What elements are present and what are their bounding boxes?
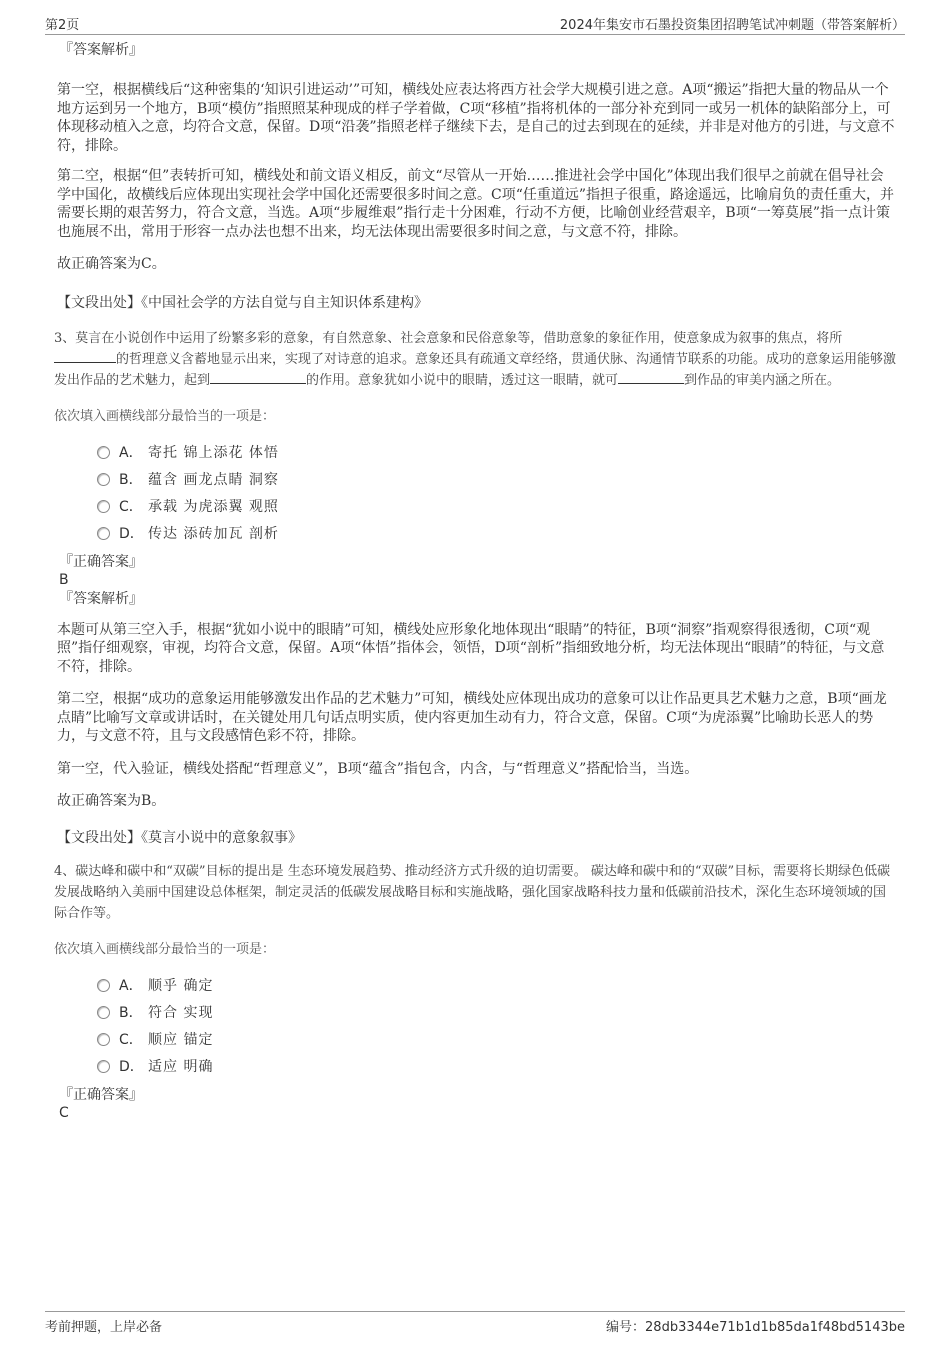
correct-answer: C: [59, 1104, 69, 1121]
analysis-paragraph: 第一空，代入验证，横线处搭配“哲理意义”，B项“蕴含”指包含，内含，与“哲理意义”搭配恰当，当选。: [57, 760, 699, 777]
fill-blank: [618, 371, 684, 384]
option-d[interactable]: D． 传达 添砖加瓦 剖析: [97, 521, 897, 548]
stem-text: 的作用。意象犹如小说中的眼睛，透过这一眼睛，就可: [306, 372, 619, 388]
analysis-paragraph: 第二空，根据“但”表转折可知，横线处和前文语义相反，前文“尽管从一开始……推进社会学中国化”体现出我们很早之前就在倡导社会学中国化，故横线后应体现出实现社会学中国化还需要很多时间之意。C项“任重道远”指担子很重，路途遥远，比喻肩负的责任重大，并需要长期的艰苦努力，符合文意，当选。A项“步履维艰”指行走十分困难，行动不方便，比喻创业经营艰辛，B项“一筹莫展”指一点计策也施展不出，常用于形容一点办法也想不出来，均无法体现出需要很多时间之意，与文意不符，排除。: [57, 168, 895, 240]
footer-slogan: 考前押题，上岸必备: [45, 1320, 163, 1335]
radio-button[interactable]: [97, 446, 110, 459]
radio-button[interactable]: [97, 1006, 110, 1019]
option-c[interactable]: C． 承载 为虎添翼 观照: [97, 494, 897, 521]
analysis-label: 『答案解析』: [59, 42, 143, 58]
radio-button[interactable]: [97, 1060, 110, 1073]
radio-button[interactable]: [97, 500, 110, 513]
option-a[interactable]: A． 顺乎 确定: [97, 973, 897, 1000]
passage-source: 【文段出处】《莫言小说中的意象叙事》: [57, 829, 302, 846]
correct-answer: B: [59, 571, 69, 588]
analysis-label: 『答案解析』: [59, 590, 143, 607]
fill-blank: [210, 371, 306, 384]
options-list: [57, 973, 897, 1081]
radio-button[interactable]: [97, 527, 110, 540]
question-stem: 4、碳达峰和碳中和“双碳”目标的提出是 生态环境发展趋势、推动经济方式升级的迫切需要。 碳达峰和碳中和的“双碳”目标，需要将长期绿色低碳发展战略纳入美丽中国建设总体框架，制定灵活的低碳发展战略目标和实施战略，强化国家战略科技力量和低碳前沿技术，深化生态环境领域的国际合作等。: [54, 863, 891, 921]
stem-text: 3、莫言在小说创作中运用了纷繁多彩的意象，有自然意象、社会意象和民俗意象等，借助意象的象征作用，使意象成为叙事的焦点，将所: [54, 330, 843, 346]
question-prompt: 依次填入画横线部分最恰当的一项是：: [54, 941, 276, 957]
option-c[interactable]: C． 顺应 锚定: [97, 1027, 897, 1054]
page-number: 第2页: [45, 18, 80, 33]
fill-blank: [54, 350, 116, 363]
conclusion: 故正确答案为B。: [57, 793, 166, 809]
option-b[interactable]: B． 蕴含 画龙点睛 洞察: [97, 467, 897, 494]
page-content: [54, 40, 897, 1121]
option-b[interactable]: B． 符合 实现: [97, 1000, 897, 1027]
option-d[interactable]: D． 适应 明确: [97, 1054, 897, 1081]
page-footer: [45, 1311, 905, 1336]
page-header: [45, 14, 905, 35]
document-title: 2024年集安市石墨投资集团招聘笔试冲刺题（带答案解析）: [559, 18, 905, 33]
stem-text: 到作品的审美内涵之所在。: [684, 372, 841, 388]
radio-button[interactable]: [97, 1033, 110, 1046]
options-list: [57, 440, 897, 548]
radio-button[interactable]: [97, 473, 110, 486]
stem-text: 的哲理意义含蓄地显示出来，实现了对诗意的追求。意象还具有疏通文章经络，贯通伏脉、沟通情节联系的功能。成功的意象运用能够激发出作品的艺术魅力，起到: [54, 351, 897, 388]
radio-button[interactable]: [97, 979, 110, 992]
conclusion: 故正确答案为C。: [57, 256, 166, 272]
passage-source: 【文段出处】《中国社会学的方法自觉与自主知识体系建构》: [57, 294, 428, 311]
analysis-paragraph: 本题可从第三空入手，根据“犹如小说中的眼睛”可知，横线处应形象化地体现出“眼睛”的特征，B项“洞察”指观察得很透彻，C项“观照”指仔细观察，审视，均符合文意，保留。A项“体悟”指体会，领悟，D项“剖析”指细致地分析，均无法体现出“眼睛”的特征，与文意不符，排除。: [57, 621, 885, 675]
correct-answer-label: 『正确答案』: [59, 1086, 143, 1103]
option-a[interactable]: A． 寄托 锦上添花 体悟: [97, 440, 897, 467]
analysis-paragraph: 第一空，根据横线后“这种密集的‘知识引进运动’”可知，横线处应表达将西方社会学大规模引进之意。A项“搬运”指把大量的物品从一个地方运到另一个地方，B项“模仿”指照照某种现成的样子学着做，C项“移植”指将机体的一部分补充到同一或另一机体的缺陷部分上，可体现移动植入之意，均符合文意，保留。D项“沿袭”指照老样子继续下去，是自己的过去到现在的延续，并非是对他方的引进，与文意不符，排除。: [57, 82, 895, 154]
question-stem: [54, 328, 897, 391]
correct-answer-label: 『正确答案』: [59, 553, 143, 570]
document-code: 编号：28db3344e71b1d1b85da1f48bd5143be: [606, 1320, 905, 1335]
analysis-paragraph: 第二空，根据“成功的意象运用能够激发出作品的艺术魅力”可知，横线处应体现出成功的意象可以让作品更具艺术魅力之意，B项“画龙点睛”比喻写文章或讲话时，在关键处用几句话点明实质，使内容更加生动有力，符合文意，保留。C项“为虎添翼”比喻助长恶人的势力，与文意不符，且与文段感情色彩不符，排除。: [57, 691, 887, 744]
question-prompt: 依次填入画横线部分最恰当的一项是：: [54, 408, 276, 424]
